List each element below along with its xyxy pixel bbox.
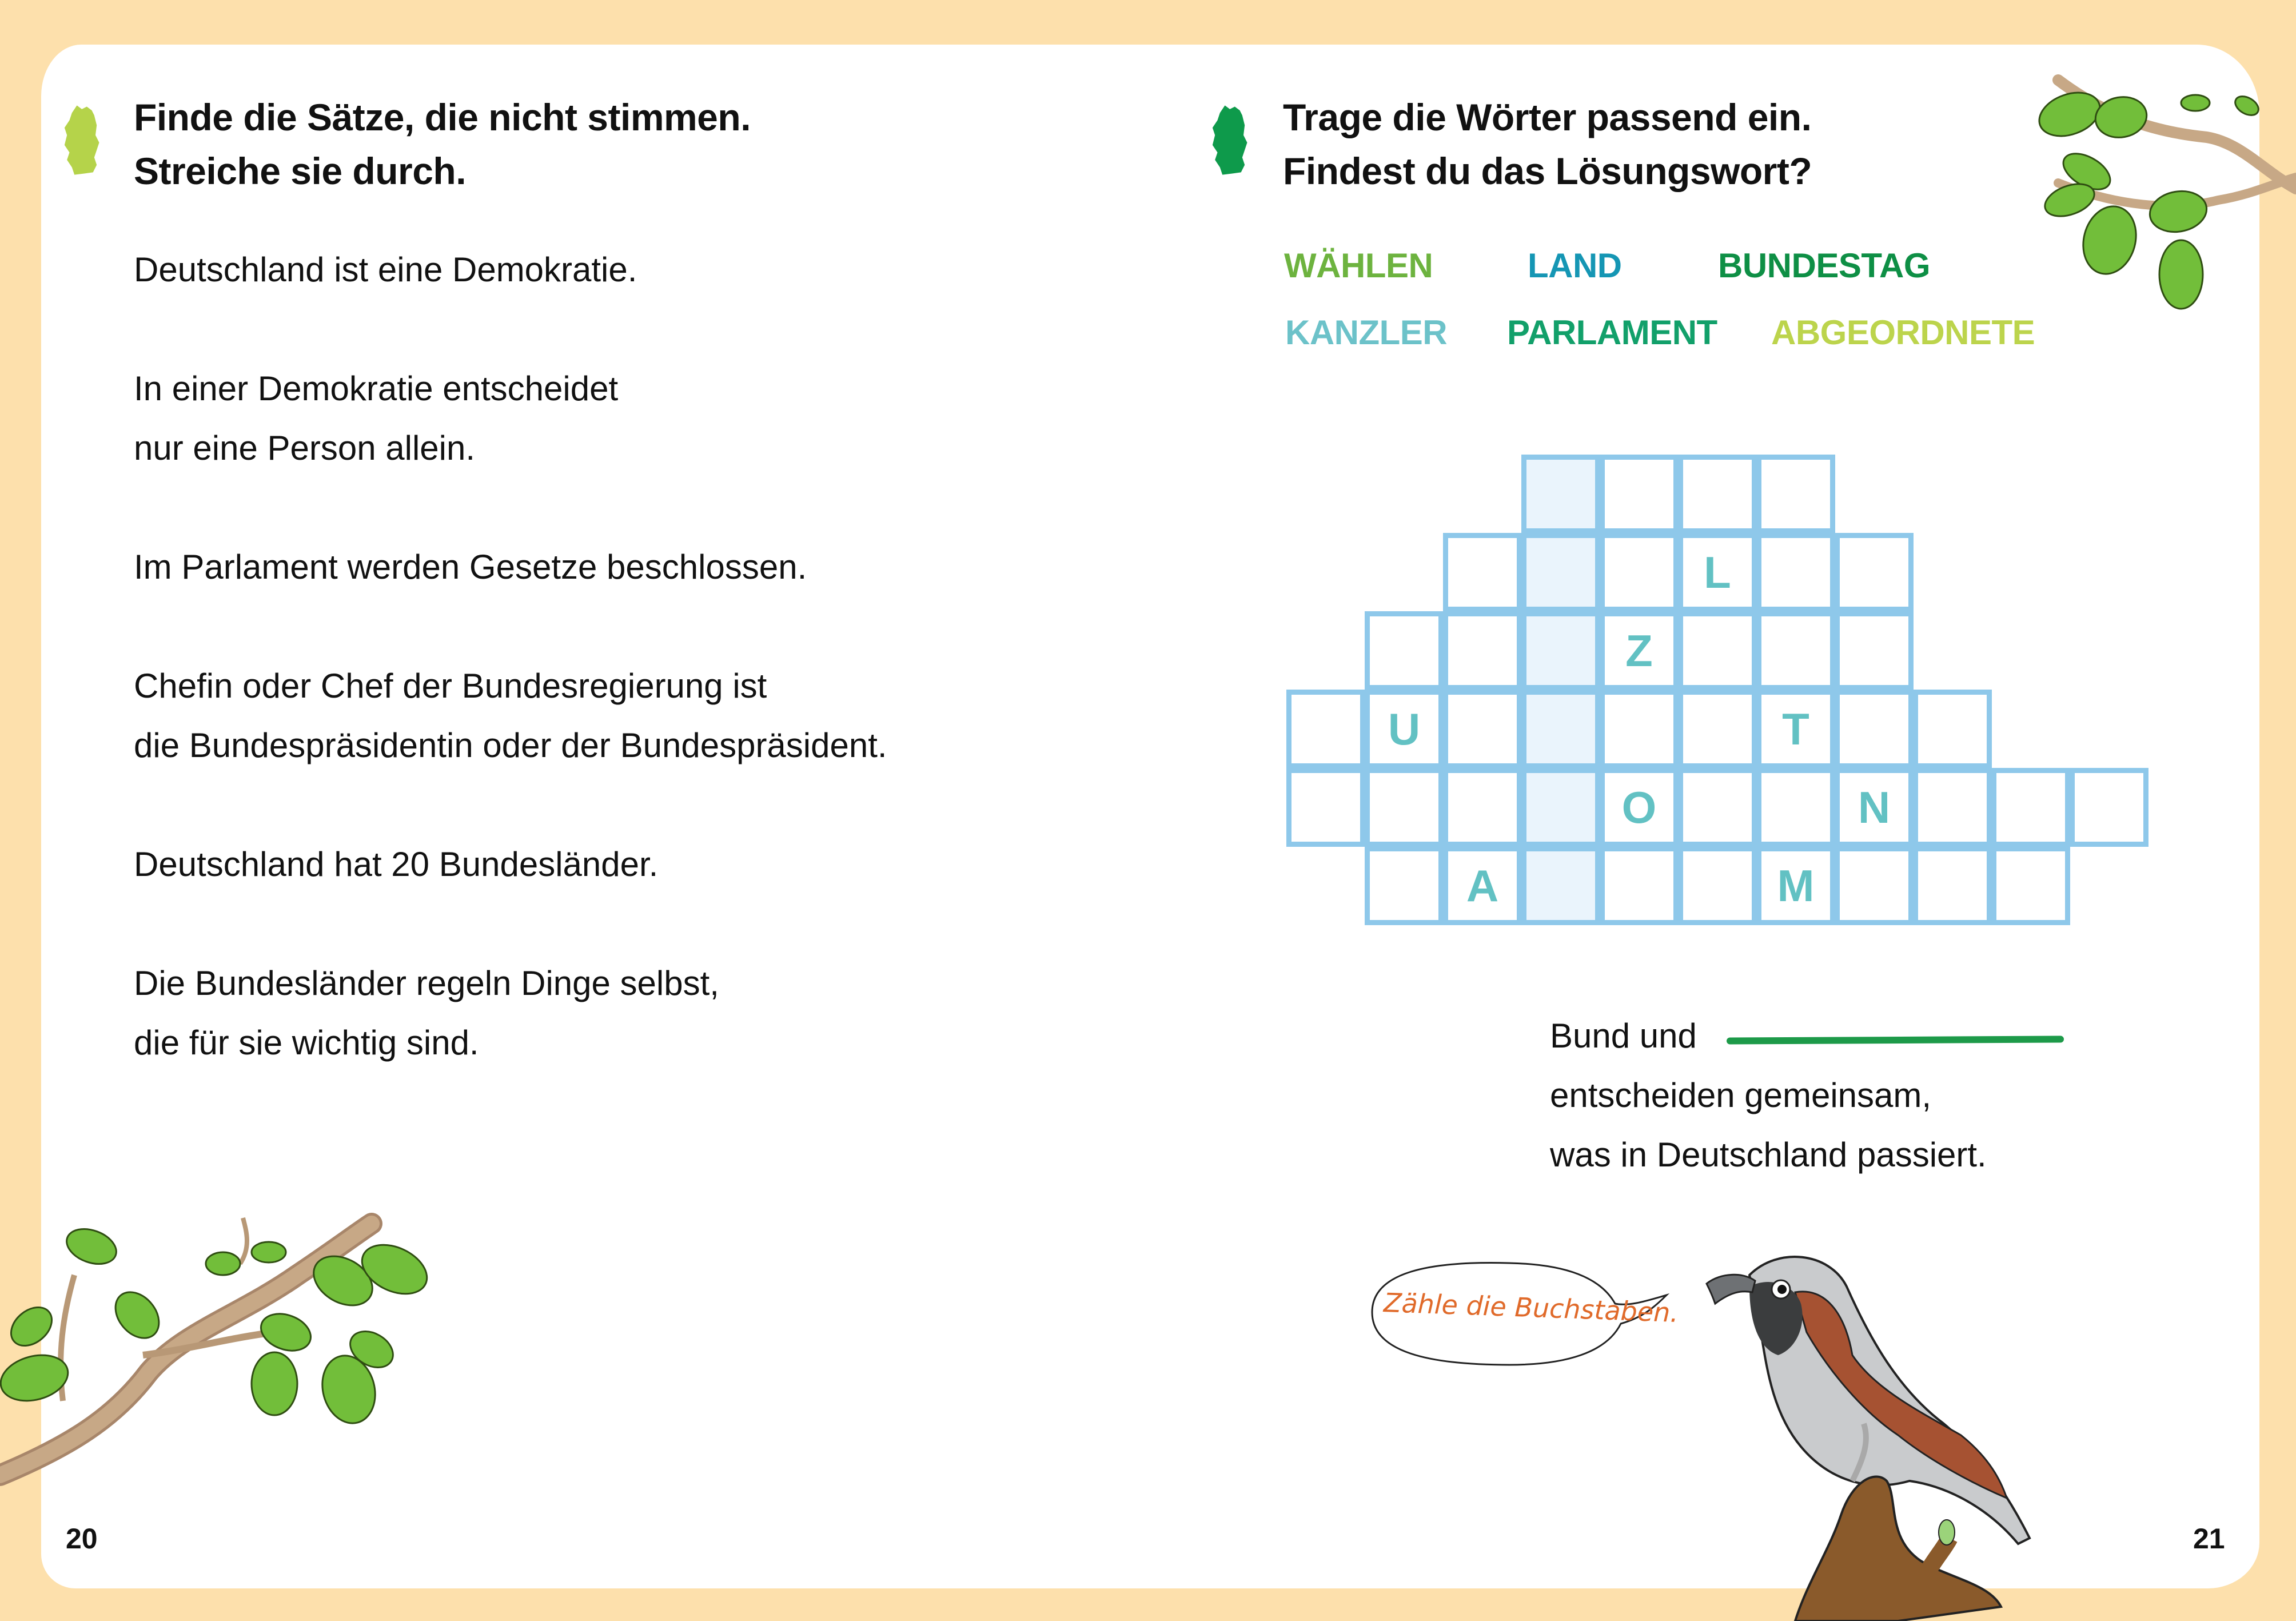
crossword-cell[interactable] <box>1756 455 1835 533</box>
crossword-cell[interactable] <box>1991 768 2070 847</box>
crossword-cell[interactable] <box>1286 690 1365 768</box>
crossword-cell[interactable] <box>1443 611 1522 690</box>
germany-map-icon <box>57 103 111 177</box>
crossword-cell[interactable]: A <box>1443 846 1522 925</box>
crossword-cell[interactable] <box>1521 611 1600 690</box>
crossword-cell[interactable] <box>1443 768 1522 847</box>
crossword-cell[interactable] <box>2070 768 2148 847</box>
crossword-cell[interactable]: N <box>1835 768 1914 847</box>
solution-line-1: Bund und <box>1550 1017 1697 1055</box>
tree-branch-illustration-top <box>2035 57 2296 337</box>
crossword-cell[interactable] <box>1756 533 1835 612</box>
crossword-cell[interactable] <box>1913 846 1992 925</box>
statement-6-line-1[interactable]: Die Bundesländer regeln Dinge selbst, <box>134 964 719 1002</box>
crossword-cell[interactable] <box>1600 455 1679 533</box>
statement-4-line-1[interactable]: Chefin oder Chef der Bundesregierung ist <box>134 667 767 705</box>
crossword-cell[interactable]: T <box>1756 690 1835 768</box>
word-waehlen: WÄHLEN <box>1284 246 1433 285</box>
crossword-cell[interactable] <box>1756 768 1835 847</box>
statement-list <box>134 240 887 1073</box>
crossword-cell[interactable]: Z <box>1600 611 1679 690</box>
right-heading-line-1: Trage die Wörter passend ein. <box>1283 96 1812 138</box>
crossword-cell[interactable] <box>1678 846 1757 925</box>
word-parlament: PARLAMENT <box>1507 313 1717 352</box>
word-land: LAND <box>1528 246 1622 285</box>
crossword-cell[interactable] <box>1991 846 2070 925</box>
crossword-cell[interactable] <box>1835 846 1914 925</box>
crossword-cell[interactable] <box>1756 611 1835 690</box>
statement-2-line-2[interactable]: nur eine Person allein. <box>134 429 476 467</box>
statement-3[interactable]: Im Parlament werden Gesetze beschlossen. <box>134 548 807 586</box>
left-heading <box>134 90 751 198</box>
page-number-right: 21 <box>2193 1523 2225 1555</box>
statement-5[interactable]: Deutschland hat 20 Bundesländer. <box>134 845 659 883</box>
solution-sentence <box>1550 1006 1987 1185</box>
statement-4-line-2[interactable]: die Bundespräsidentin oder der Bundespräsident. <box>134 726 887 764</box>
statement-6-line-2[interactable]: die für sie wichtig sind. <box>134 1023 479 1062</box>
crossword-cell[interactable] <box>1835 690 1914 768</box>
left-heading-line-2: Streiche sie durch. <box>134 150 467 192</box>
solution-line-2: entscheiden gemeinsam, <box>1550 1076 1932 1114</box>
right-heading <box>1283 90 1812 198</box>
crossword-cell[interactable]: M <box>1756 846 1835 925</box>
crossword-cell[interactable]: O <box>1600 768 1679 847</box>
word-bundestag: BUNDESTAG <box>1718 246 1931 285</box>
crossword-cell[interactable] <box>1913 768 1992 847</box>
crossword-cell[interactable] <box>1365 846 1444 925</box>
crossword-cell[interactable] <box>1678 611 1757 690</box>
crossword-cell[interactable] <box>1600 846 1679 925</box>
crossword-cell[interactable] <box>1443 690 1522 768</box>
crossword-cell[interactable] <box>1521 455 1600 533</box>
crossword-cell[interactable] <box>1521 533 1600 612</box>
statement-2-line-1[interactable]: In einer Demokratie entscheidet <box>134 369 619 408</box>
page-number-left: 20 <box>66 1523 98 1555</box>
crossword-cell[interactable] <box>1600 690 1679 768</box>
crossword-cell[interactable] <box>1521 768 1600 847</box>
speech-bubble-text: Zähle die Buchstaben. <box>1383 1287 1679 1328</box>
crossword-cell[interactable] <box>1835 533 1914 612</box>
crossword-cell[interactable] <box>1521 846 1600 925</box>
crossword-cell[interactable]: U <box>1365 690 1444 768</box>
crossword-cell[interactable] <box>1913 690 1992 768</box>
left-heading-line-1: Finde die Sätze, die nicht stimmen. <box>134 96 751 138</box>
crossword-cell[interactable] <box>1678 455 1757 533</box>
crossword-cell[interactable] <box>1521 690 1600 768</box>
word-abgeordnete: ABGEORDNETE <box>1771 313 2035 352</box>
right-heading-line-2: Findest du das Lösungswort? <box>1283 150 1812 192</box>
crossword-cell[interactable] <box>1443 533 1522 612</box>
sparrow-illustration <box>1681 1241 2138 1621</box>
solution-line-3: was in Deutschland passiert. <box>1550 1136 1987 1174</box>
crossword-cell[interactable] <box>1835 611 1914 690</box>
germany-map-icon <box>1205 103 1259 177</box>
crossword-cell[interactable] <box>1678 768 1757 847</box>
word-kanzler: KANZLER <box>1285 313 1448 352</box>
crossword-cell[interactable]: L <box>1678 533 1757 612</box>
statement-1[interactable]: Deutschland ist eine Demokratie. <box>134 250 637 289</box>
crossword-cell[interactable] <box>1286 768 1365 847</box>
crossword-cell[interactable] <box>1678 690 1757 768</box>
crossword-cell[interactable] <box>1365 768 1444 847</box>
tree-branch-illustration <box>0 1201 446 1498</box>
crossword-cell[interactable] <box>1600 533 1679 612</box>
crossword-cell[interactable] <box>1365 611 1444 690</box>
